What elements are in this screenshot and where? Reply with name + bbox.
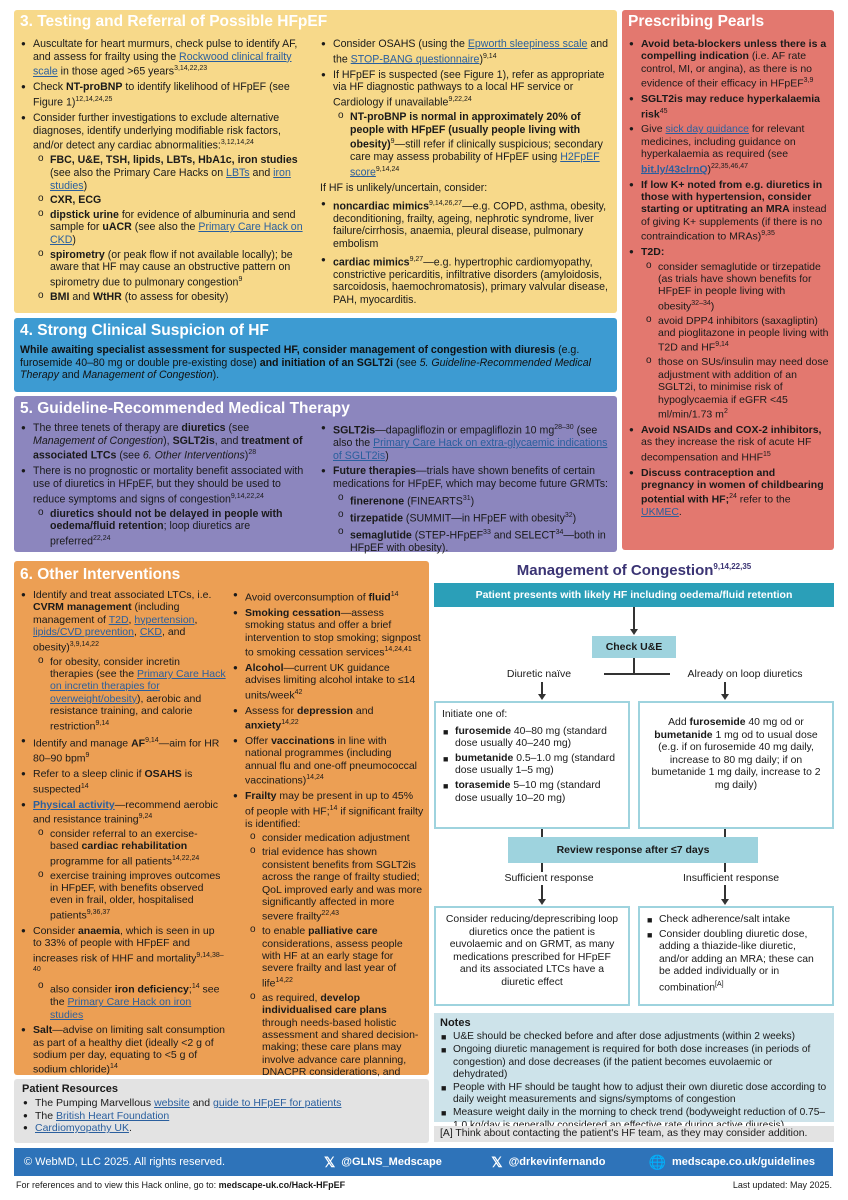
list-item: ● Refer to a sleep clinic if OSAHS is suspected$^{14}$	[20, 768, 226, 795]
diuretic-naive-label: Diuretic naïve	[474, 668, 604, 681]
list-item: ● Alcohol—current UK guidance advises limiting alcohol intake to ≤14 units/week$^{42}$	[232, 662, 424, 702]
twitter-medscape-link[interactable]: @GLNS_Medscape	[341, 1156, 442, 1168]
footnote: [A] Think about contacting the patient's HF team, as they may consider addition.	[434, 1126, 834, 1142]
ckd-link[interactable]: CKD	[139, 626, 162, 639]
list-item: ● SGLT2is—dapagliflozin or empagliflozin 10 $mg^{28-30}$ (see also the Primary Care Hack on extra-glycaemic indications of SGLT2is)	[320, 422, 612, 462]
list-item: o CXR, ECG	[33, 194, 310, 207]
notes-box	[434, 1013, 834, 1122]
list-item: ● Frailty may be present in up to 45% of people with HF;$^{14}$ if significant frailty is identified: o consider medication adjustment o trial evidence has shown consistent benefits from SGLT2is across the range of frailty studied; QoL improved early and was more significantly affected in more severe frailty$^{22,43}$ o to enable palliative care considerations, assess people with HF at an early stage for severe frailty and last year of life$^{14,22}$ o as required, develop individualised care plans through needs-based holistic assessment and shared decision-making; these care plans may involve advance care planning, DNACPR considerations, and	[232, 790, 424, 1093]
sglt2i-hack-link[interactable]: Primary Care Hack on extra-glycaemic indications of SGLT2is	[333, 437, 608, 462]
section-3-right-column	[320, 38, 612, 309]
list-item: ● Future therapies—trials have shown benefits of certain medications for HFpEF, which may become future GRMTs: o finerenone (FINEARTS$^{31}$) o tirzepatide (SUMMIT—in HFpEF with obesity$^{32}$) o semaglutide (STEP-HFpEF$^{33}$ and SELECT$^{34}$—both in HFpEF with obesity).	[320, 465, 612, 554]
list-item: o finerenone (FINEARTS$^{31}$)	[333, 493, 612, 508]
section-4-clinical-suspicion	[14, 318, 617, 392]
arrowhead-1	[630, 629, 638, 635]
merge-line-2	[724, 829, 726, 837]
list-item: o exercise training improves outcomes in HFpEF, with benefits observed even in frail, older, hospitalised patients$^{9,36,37}$	[33, 870, 226, 922]
list-item: ● Check NT-proBNP to identify likelihood of HFpEF (see Figure 1)$^{12,14,24,25}$	[20, 81, 310, 109]
list-item: ● Consider OSAHS (using the Epworth sleepiness scale and the STOP-BANG questionnaire)$^{9,14}$	[320, 38, 612, 66]
x-icon: 𝕏	[491, 1153, 503, 1170]
hypertension-link[interactable]: hypertension	[134, 613, 195, 626]
list-item: o NT-proBNP is normal in approximately 20% of people with HFpEF (usually people living with obesity)$^9$—still refer if clinically suspicious; secondary care may assess probability of HFpEF using H2FpEF score$^{9,14,24}$	[333, 111, 612, 179]
pumping-marvellous-link[interactable]: website	[154, 1097, 190, 1109]
section-5-title: 5. Guideline-Recommended Medical Therapy	[20, 400, 350, 417]
insufficient-label: Insufficient response	[656, 872, 806, 885]
pearls-list	[628, 38, 830, 522]
list-item: ■ People with HF should be taught how to adjust their own diuretic dose according to daily weight measurements and signs/symptoms of congestion	[440, 1082, 828, 1106]
list-item: ● Assess for depression and anxiety$^{14,22}$	[232, 705, 424, 732]
list-item: ■ bumetanide 0.5–1.0 mg (standard dose usually 1–5 mg)	[442, 753, 622, 778]
iron-hack-link[interactable]: Primary Care Hack on iron studies	[50, 996, 192, 1021]
t2d-link[interactable]: T2D	[108, 613, 129, 626]
list-item: o FBC, U&E, TSH, lipids, LBTs, HbA1c, iron studies (see also the Primary Care Hacks on LBTs and iron studies)	[33, 154, 310, 192]
list-item: ● SGLT2is may reduce hyperkalaemia risk$^{45}$	[628, 93, 830, 120]
copyright: © WebMD, LLC 2025. All rights reserved.	[24, 1156, 226, 1168]
initiate-text: Initiate one of:	[442, 709, 508, 720]
pearls-title: Prescribing Pearls	[628, 13, 765, 30]
epworth-link[interactable]: Epworth sleepiness scale	[467, 38, 588, 50]
h2fpef-link[interactable]: H2FpEF score	[350, 151, 600, 179]
list-item: o consider medication adjustment	[245, 832, 424, 844]
arrowhead-insuff	[721, 899, 729, 905]
bhf-link[interactable]: British Heart Foundation	[56, 1109, 170, 1122]
loop-diuretics-box: Add furosemide 40 mg od or bumetanide 1 mg od to usual dose (e.g. if on furosemide 40 mg daily, increase to 80 mg daily; if on bumetanide 1 mg daily, increase to 2 mg daily)	[638, 701, 834, 829]
arrowhead-left	[538, 694, 546, 700]
list-item: ● Identify and manage AF$^{9,14}$—aim for HR 80–90 bpm$^9$	[20, 735, 226, 765]
list-item: ● The three tenets of therapy are diuretics (see Management of Congestion), SGLT2is, and treatment of associated LTCs (see 6. Other Interventions)$^{28}$	[20, 422, 310, 462]
arrowhead-suff	[538, 899, 546, 905]
list-item: o to enable palliative care considerations, assess people with HF at an early stage for severe frailty and last year of life$^{14,22}$	[245, 925, 424, 990]
rockwood-link[interactable]: Rockwood clinical frailty scale	[33, 50, 292, 78]
list-item: ● Avoid NSAIDs and COX-2 inhibitors, as they increase the risk of acute HF decompensation and HHF$^{15}$	[628, 424, 830, 464]
diuretic-naive-box	[434, 701, 630, 829]
list-item: o for obesity, consider incretin therapies (see the Primary Care Hack on incretin therapies for overweight/obesity), aerobic and resistance training, and calorie restriction$^{9,14}$	[33, 656, 226, 733]
globe-icon: 🌐	[648, 1153, 666, 1170]
list-item: ■ Check adherence/salt intake	[646, 914, 826, 927]
section-3-testing-referral	[14, 10, 617, 313]
section-6-other-interventions	[14, 561, 429, 1079]
already-loop-label: Already on loop diuretics	[670, 668, 820, 681]
section-6-title: 6. Other Interventions	[20, 566, 181, 583]
section-4-title: 4. Strong Clinical Suspicion of HF	[20, 322, 269, 339]
hack-online-link[interactable]: medscape-uk.co/Hack-HFpEF	[218, 1180, 346, 1190]
list-item: o avoid DPP4 inhibitors (saxagliptin) and pioglitazone in people living with T2D and HF$^{9,14}$	[641, 315, 830, 355]
merge-line	[541, 829, 543, 837]
arrow-1	[633, 607, 635, 631]
sufficient-label: Sufficient response	[474, 872, 624, 885]
list-item: ● Identify and treat associated LTCs, i.e. CVRM management (including management of T2D, hypertension, lipids/CVD prevention, CKD, and obesity)$^{3,9,14,22}$ o for obesity, consider incretin therapies (see the Primary Care Hack on incretin therapies for overweight/obesity), aerobic and resistance training, and calorie restriction$^{9,14}$	[20, 589, 226, 732]
list-item: o dipstick urine for evidence of albuminuria and send sample for uACR (see also the Primary Care Hack on CKD)	[33, 209, 310, 247]
list-item: ● Discuss contraception and pregnancy in women of childbearing potential with HF;$^{24}$ refer to the UKMEC.	[628, 467, 830, 519]
list-item: ■ Measure weight daily in the morning to check trend (bodyweight reduction of 0.75–	[440, 1107, 828, 1131]
hf-unlikely-text: If HF is unlikely/uncertain, consider:	[320, 182, 488, 195]
twitter-kevin-link[interactable]: @drkevinfernando	[508, 1156, 606, 1168]
ckd-hack-link[interactable]: Primary Care Hack on CKD	[50, 221, 303, 246]
list-item: ■ U&E should be checked before and after dose adjustments (within 2 weeks)	[440, 1031, 828, 1043]
list-item: ● The British Heart Foundation	[22, 1110, 421, 1123]
resources-title: Patient Resources	[22, 1083, 118, 1095]
ukmec-link[interactable]: UKMEC	[641, 506, 679, 519]
flow-title: Management of Congestion$^{9,14,22,35}$	[516, 562, 752, 579]
physical-activity-link[interactable]: Physical activity	[33, 798, 115, 811]
iron-studies-link[interactable]: iron studies	[50, 166, 291, 192]
cardiomyopathy-uk-link[interactable]: Cardiomyopathy UK	[35, 1122, 129, 1134]
list-item: o spirometry (or peak flow if not available locally); be aware that HF may cause an obstructive pattern on spirometry due to pulmonary congestion$^9$	[33, 249, 310, 289]
list-item: ● Physical activity—recommend aerobic and resistance training$^{9,24}$ o consider referral to an exercise-based cardiac rehabilitation programme for all patients$^{14,22,24}$ o exercise training improves outcomes in HFpEF, with benefits observed even in frail, older, hospitalised patients$^{9,36,37}$	[20, 799, 226, 922]
list-item: o semaglutide (STEP-HFpEF$^{33}$ and SELECT$^{34}$—both in HFpEF with obesity).	[333, 527, 612, 555]
flow-top-box: Patient presents with likely HF including oedema/fluid retention	[434, 583, 834, 607]
medscape-web-link[interactable]: medscape.co.uk/guidelines	[672, 1156, 816, 1168]
list-item: ● T2D: o consider semaglutide or tirzepatide (as trials have shown benefits for HFpEF in people living with obesity$^{32-34}$) o avoid DPP4 inhibitors (saxagliptin) and pioglitazone in people living with T2D and HF$^{9,14}$ o those on SUs/insulin may need dose adjustment with addition of an SGLT2i, to minimise risk of hypoglycaemia if eGFR <45 ml/min/1.73 $m^2$	[628, 246, 830, 421]
list-item: ● There is no prognostic or mortality benefit associated with use of diuretics in HFpEF, but they should be used to reduce symptoms and signs of congestion$^{9,14,22,24}$ o diuretics should not be delayed in people with oedema/fluid retention; loop diuretics are preferred$^{22,24}$	[20, 465, 310, 548]
list-item: ● Auscultate for heart murmurs, check pulse to identify AF, and assess for frailty using the Rockwood clinical frailty scale in those aged >65 years$^{3,14,22,23}$	[20, 38, 310, 78]
sufficient-box: Consider reducing/deprescribing loop diuretics once the patient is euvolaemic and on GRMT, as many medications prescribed for HFpEF and its associated LTCs have a diuretic effect	[434, 906, 630, 1006]
section-3-title: 3. Testing and Referral of Possible HFpEF	[20, 13, 328, 30]
split-line-vertical	[633, 658, 635, 674]
stop-bang-link[interactable]: STOP-BANG questionnaire	[350, 53, 480, 66]
patient-resources	[14, 1079, 429, 1143]
list-item: o tirzepatide (SUMMIT—in HFpEF with obesity$^{32}$)	[333, 510, 612, 525]
list-item: ● Avoid beta-blockers unless there is a compelling indication (i.e. AF rate control, MI, or angina), as there is no evidence of their efficacy in HFpEF$^{3,9}$	[628, 38, 830, 90]
arrowhead-right	[721, 694, 729, 700]
lbts-link[interactable]: LBTs	[226, 166, 250, 179]
list-item: ● If low K+ noted from e.g. diuretics in those with hypertension, consider starting or uptitrating an MRA instead of giving K+ supplements (if there is no contraindication to MRAs)$^{9,35}$	[628, 179, 830, 244]
list-item: o those on SUs/insulin may need dose adjustment with addition of an SGLT2i, to minimise risk of hypoglycaemia if eGFR <45 ml/min/1.73 $m^2$	[641, 356, 830, 421]
list-item: ● The Pumping Marvellous website and guide to HFpEF for patients	[22, 1097, 421, 1110]
section-3-left-column	[20, 38, 310, 306]
list-item: o diuretics should not be delayed in people with oedema/fluid retention; loop diuretics are preferred$^{22,24}$	[33, 508, 310, 548]
list-item: ● Cardiomyopathy UK.	[22, 1122, 421, 1135]
hfpef-guide-link[interactable]: guide to HFpEF for patients	[213, 1097, 342, 1109]
bitly-link[interactable]: bit.ly/43clrnQ	[641, 163, 708, 176]
review-box: Review response after ≤7 days	[508, 837, 758, 863]
list-item: ● cardiac mimics$^{9,27}$—e.g. hypertrophic cardiomyopathy, constrictive pericarditis, infiltrative disorders (amyloidosis, sarcoidosis, haemochromatosis), primary valvular disease, PAH, myocarditis.	[320, 254, 612, 307]
sick-day-link[interactable]: sick day guidance	[665, 123, 749, 136]
list-item: ● Salt—advise on limiting salt consumption as part of a healthy diet (ideally <2 g of sodium per day, equating to <5 g of sodium chloride)$^{14}$	[20, 1024, 226, 1076]
list-item: o consider semaglutide or tirzepatide (as trials have shown benefits for HFpEF in people living with obesity$^{32-34}$)	[641, 261, 830, 313]
x-icon: 𝕏	[324, 1153, 336, 1170]
list-item: ● noncardiac mimics$^{9,14,26,27}$—e.g. COPD, asthma, obesity, deconditioning, frailty, ageing, nephrotic syndrome, liver failure/cirrhosis, anaemia, pleural disease, pulmonary embolism	[320, 198, 612, 251]
section-6-left-column	[20, 589, 226, 1079]
incretin-hack-link[interactable]: Primary Care Hack on incretin therapies for overweight/obesity	[50, 667, 226, 705]
notes-title: Notes	[440, 1017, 471, 1029]
list-item: o as required, develop individualised care plans through needs-based holistic assessment and shared decision-making; these care plans may involve advance care planning, DNACPR considerations, and	[245, 992, 424, 1094]
last-updated: Last updated: May 2025.	[732, 1180, 832, 1190]
list-item: o BMI and WtHR (to assess for obesity)	[33, 291, 310, 304]
list-item: ● Avoid overconsumption of fluid$^{14}$	[232, 589, 424, 604]
list-item: ● Consider further investigations to exclude alternative diagnoses, identify underlying modifiable risk factors, and/or detect any cardiac abnormalities:$^{3,12,14,24}$ o FBC, U&E, TSH, lipids, LBTs, HbA1c, iron studies (see also the Primary Care Hacks on LBTs and iron studies) o CXR, ECG o dipstick urine for evidence of albuminuria and send sample for uACR (see also the Primary Care Hack on CKD) o spirometry (or peak flow if not available locally); be aware that HF may cause an obstructive pattern on spirometry due to pulmonary congestion$^9$ o BMI and WtHR (to assess for obesity)	[20, 112, 310, 303]
list-item: ● Give sick day guidance for relevant medicines, including guidance on hyperkalaemia as required (see bit.ly/43clrnQ)$^{22,35,46,47}$	[628, 123, 830, 175]
list-item: o consider referral to an exercise-based cardiac rehabilitation programme for all patients$^{14,22,24}$	[33, 828, 226, 868]
section-5-left-column	[20, 422, 310, 551]
list-item: ■ torasemide 5–10 mg (standard dose usually 10–20 mg)	[442, 780, 622, 805]
section-6-right-column	[232, 589, 424, 1097]
footer-bar	[14, 1148, 833, 1176]
list-item: ■ Ongoing diuretic management is required for both dose increases (in periods of congestion) and dose decreases (if the patient becomes euvolaemic or dehydrated)	[440, 1044, 828, 1081]
list-item: ● Offer vaccinations in line with national programmes (including annual flu and one-off pneumococcal vaccinations)$^{14,24}$	[232, 735, 424, 787]
insufficient-box	[638, 906, 834, 1006]
section-5-right-column	[320, 422, 612, 557]
congestion-flowchart	[434, 558, 834, 1144]
section-4-text: While awaiting specialist assessment for suspected HF, consider management of congestion with diuresis (e.g. furosemide 40–80 mg or double pre-existing dose) and initiation of an SGLT2i (see 5. Guideline-Recommended Medical Therapy and Management of Congestion).	[20, 344, 591, 382]
list-item: ● If HFpEF is suspected (see Figure 1), refer as appropriate via HF diagnostic pathways to a local HF service or Cardiology if unavailable$^{9,22,24}$ o NT-proBNP is normal in approximately 20% of people with HFpEF (usually people living with obesity)$^9$—still refer if clinically suspicious; secondary care may assess probability of HFpEF using H2FpEF score$^{9,14,24}$	[320, 69, 612, 179]
list-item: ● Smoking cessation—assess smoking status and offer a brief intervention to stop smoking; signpost to smoking cessation services$^{14,24,41}$	[232, 607, 424, 659]
list-item: ● Consider anaemia, which is seen in up to 33% of people with HFpEF and increases risk of HHF and mortality$^{9,14,38-40}$ o also consider iron deficiency;$^{14}$ see the Primary Care Hack on iron studies	[20, 925, 226, 1021]
list-item: o also consider iron deficiency;$^{14}$ see the Primary Care Hack on iron studies	[33, 981, 226, 1021]
prescribing-pearls	[622, 10, 834, 550]
check-ue-box: Check U&E	[592, 636, 676, 658]
lipids-link[interactable]: lipids/CVD prevention	[33, 626, 134, 639]
list-item: ■ Consider doubling diuretic dose, adding a thiazide-like diuretic, and/or adding an MRA; these can be added individually or in combination[A]	[646, 929, 826, 995]
list-item: o trial evidence has shown consistent benefits from SGLT2is across the range of frailty studied; QoL improved early and was more significantly affected in more severe frailty$^{22,43}$	[245, 846, 424, 923]
list-item: ■ furosemide 40–80 mg (standard dose usually 40–240 mg)	[442, 726, 622, 751]
section-5-grmt	[14, 396, 617, 552]
bottom-refs: For references and to view this Hack online, go to: medscape-uk.co/Hack-HFpEF	[16, 1180, 346, 1190]
